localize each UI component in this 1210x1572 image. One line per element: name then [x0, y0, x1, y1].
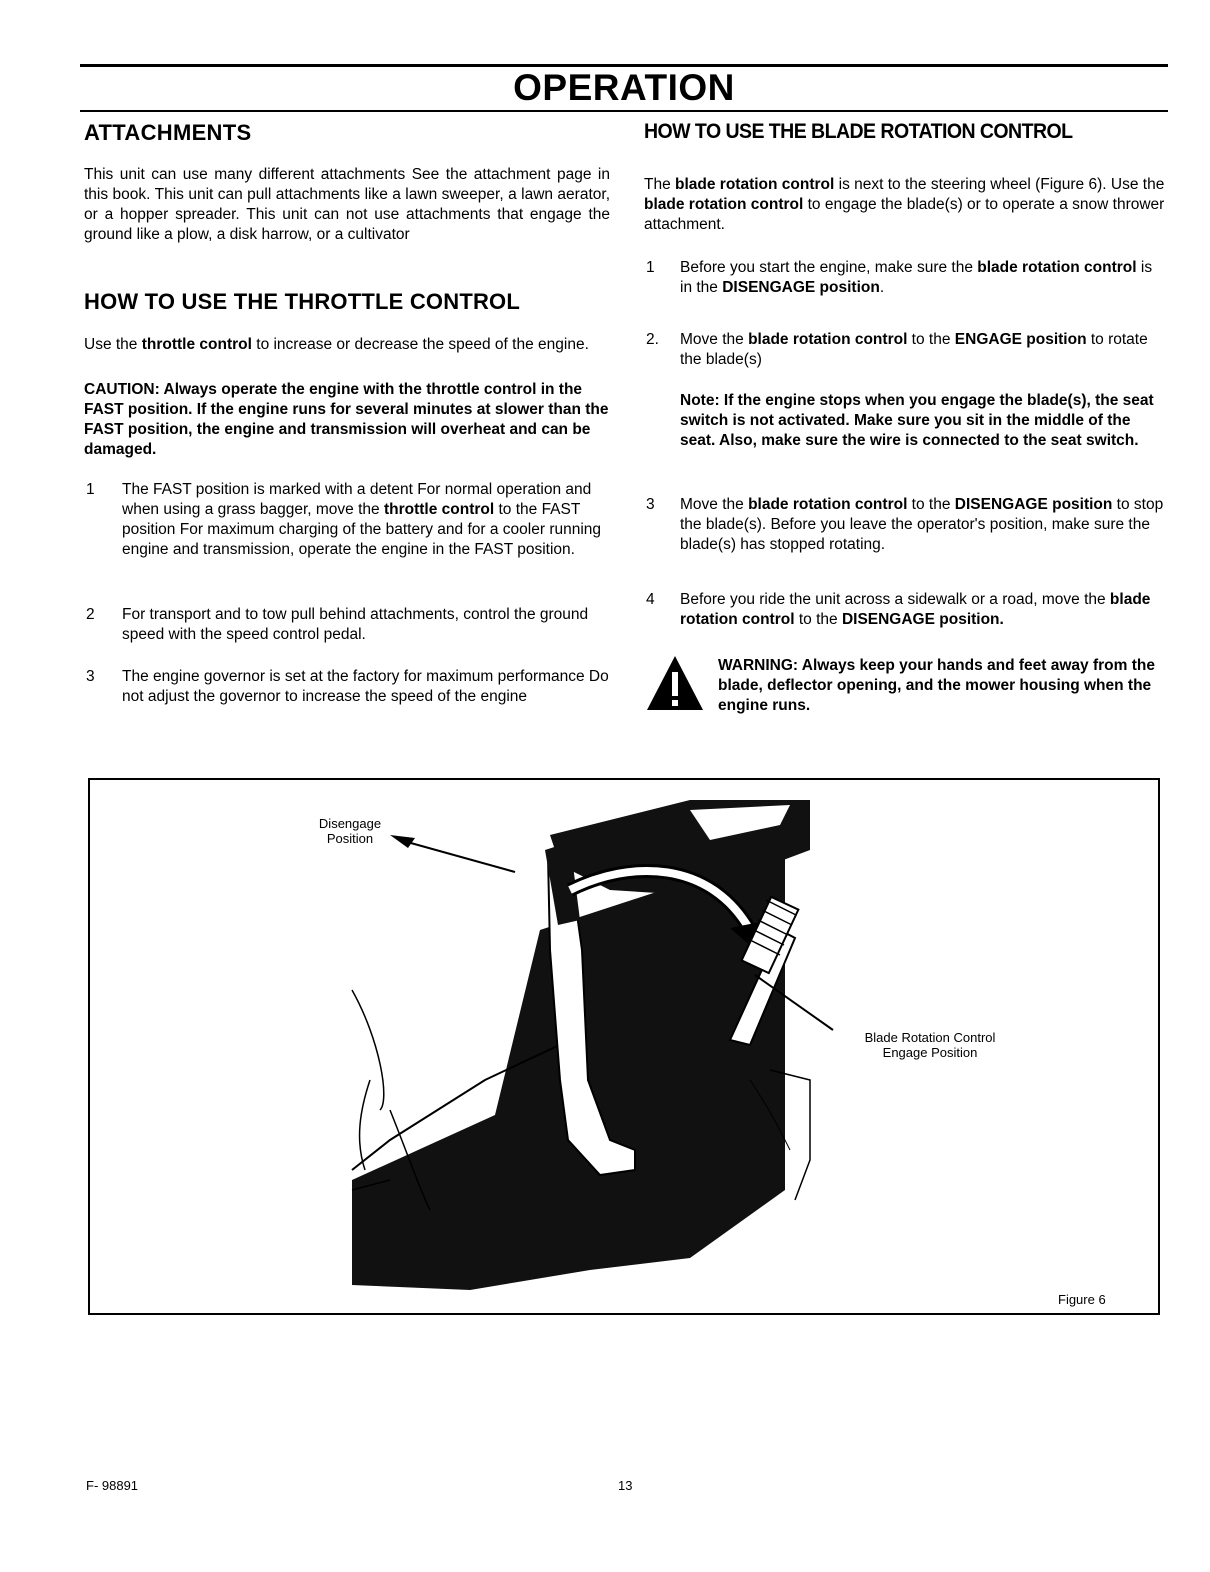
throttle-intro: Use the throttle control to increase or decrease the speed of the engine. [84, 336, 589, 353]
callout-disengage [295, 816, 405, 846]
callout-disengage-line-1: Disengage [318, 816, 382, 831]
throttle-item-1 [86, 480, 610, 585]
throttle-heading: HOW TO USE THE THROTTLE CONTROL [84, 289, 520, 314]
page-number: 13 [618, 1478, 633, 1493]
item-number: 2 [86, 606, 95, 623]
item-text: Before you ride the unit across a sidewalk or a road, move the blade rotation control to the DISENGAGE position. [680, 591, 1151, 628]
item-number: 4 [646, 591, 655, 608]
item-number: 1 [646, 259, 655, 276]
attachments-heading: ATTACHMENTS [84, 120, 252, 145]
throttle-item-3 [86, 667, 610, 732]
blade-heading: HOW TO USE THE BLADE ROTATION CONTROL [644, 120, 1073, 143]
item-text: Before you start the engine, make sure the blade rotation control is in the DISENGAGE position. [680, 259, 1153, 296]
throttle-caution: CAUTION: Always operate the engine with the throttle control in the FAST position. If the engine runs for several minutes at slower than the FAST position, the engine and transmission will overheat and can be damaged. [84, 381, 609, 458]
blade-warning: WARNING: Always keep your hands and feet away from the blade, deflector opening, and the mower housing when the engine runs. [718, 657, 1155, 714]
item-text: The FAST position is marked with a detent For normal operation and when using a grass bagger, move the throttle control to the FAST position For maximum charging of the battery and for a cooler running engine and transmission, operate the engine in the FAST position. [122, 481, 602, 558]
item-number: 3 [86, 668, 95, 685]
item-text: For transport and to tow pull behind attachments, control the ground speed with the speed control pedal. [122, 606, 589, 643]
doc-number: F- 98891 [86, 1478, 139, 1493]
blade-item-4 [646, 590, 1168, 635]
warning-triangle-icon [645, 654, 705, 712]
blade-item-2 [646, 330, 1168, 375]
blade-note: Note: If the engine stops when you engage the blade(s), the seat switch is not activated. Make sure you sit in the middle of the seat. Also, make sure the wire is connected to the seat switch. [680, 392, 1154, 449]
throttle-item-2 [86, 605, 610, 650]
callout-engage-line-2: Engage Position [882, 1045, 978, 1060]
callout-disengage-line-2: Position [326, 831, 374, 846]
item-number: 2. [646, 331, 659, 348]
item-text: Move the blade rotation control to the DISENGAGE position to stop the blade(s). Before you leave the operator's position, make sure the blade(s) has stopped rotating. [680, 496, 1164, 553]
item-text: The engine governor is set at the factory for maximum performance Do not adjust the governor to increase the speed of the engine [122, 668, 609, 705]
item-number: 3 [646, 496, 655, 513]
figure-6 [88, 778, 1160, 1315]
blade-item-1 [646, 258, 1168, 303]
title-underline [80, 110, 1168, 112]
callout-engage-line-1: Blade Rotation Control [864, 1030, 996, 1045]
item-text: Move the blade rotation control to the ENGAGE position to rotate the blade(s) [680, 331, 1148, 368]
figure-caption: Figure 6 [1058, 1292, 1106, 1307]
attachments-body: This unit can use many different attachments See the attachment page in this book. This unit can pull attachments like a lawn sweeper, a lawn aerator, or a hopper spreader. This unit can not use attachments that engage the ground like a plow, a disk harrow, or a cultivator [84, 166, 610, 243]
callout-engage [835, 1030, 1025, 1060]
blade-item-3 [646, 495, 1168, 560]
blade-intro: The blade rotation control is next to the steering wheel (Figure 6). Use the blade rotation control to engage the blade(s) or to operate a snow thrower attachment. [644, 176, 1165, 233]
page-title: OPERATION [513, 67, 735, 108]
item-number: 1 [86, 481, 95, 498]
